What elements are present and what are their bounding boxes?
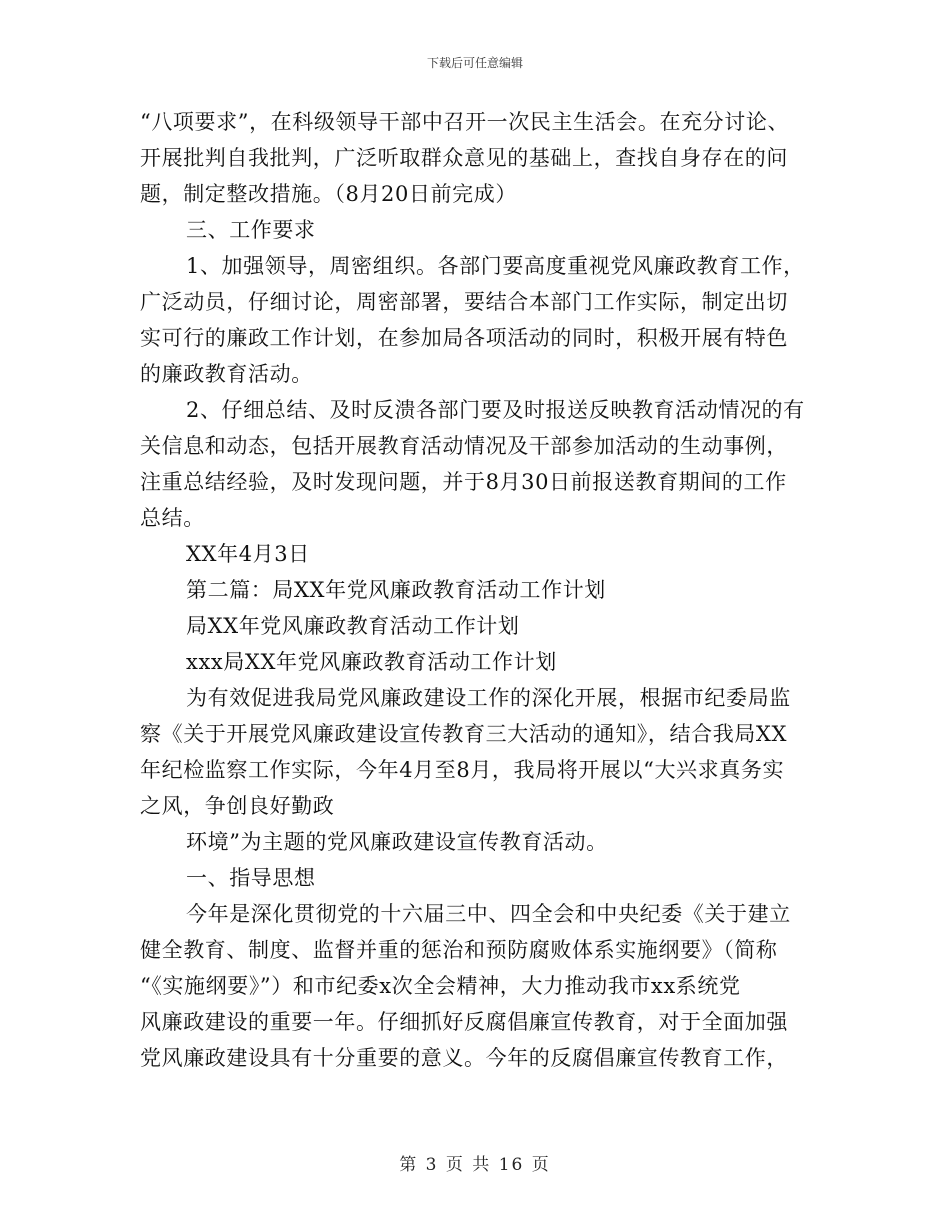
text-line: 广泛动员，仔细讨论，周密部署，要结合本部门工作实际，制定出切 [140,290,788,314]
text-line: xxx局XX年党风廉政教育活动工作计划 [186,650,557,674]
text-line: 实可行的廉政工作计划，在参加局各项活动的同时，积极开展有特色 [140,326,788,350]
text-line: 1、加强领导，周密组织。各部门要高度重视党风廉政教育工作， [186,254,805,278]
text-line: 开展批判自我批判，广泛听取群众意见的基础上，查找自身存在的问 [140,146,788,170]
text-line: 之风，争创良好勤政 [140,794,335,818]
text-line: XX年4月3日 [186,542,310,566]
document-body [140,104,810,1076]
text-line: 为有效促进我局党风廉政建设工作的深化开展，根据市纪委局监 [186,686,791,710]
text-line: 年纪检监察工作实际，今年4月至8月，我局将开展以“大兴求真务实 [140,758,785,782]
text-line: 一、指导思想 [186,866,316,890]
text-line: 局XX年党风廉政教育活动工作计划 [186,614,520,638]
text-line: 的廉政教育活动。 [140,362,313,386]
text-line: 题，制定整改措施。（8月20日前完成） [140,182,517,206]
text-line: 2、仔细总结、及时反溃各部门要及时报送反映教育活动情况的有 [186,398,805,422]
page-header: 下载后可任意编辑 [426,56,523,70]
text-line: 察《关于开展党风廉政建设宣传教育三大活动的通知》，结合我局XX [140,722,787,746]
text-line: 风廉政建设的重要一年。仔细抓好反腐倡廉宣传教育，对于全面加强 [140,1010,788,1034]
text-line: 党风廉政建设具有十分重要的意义。今年的反腐倡廉宣传教育工作， [140,1046,788,1070]
text-line: 总结。 [140,506,205,530]
text-line: 关信息和动态，包括开展教育活动情况及干部参加活动的生动事例， [140,434,788,458]
text-line: “《实施纲要》”）和市纪委x次全会精神，大力推动我市xx系统党 [140,974,741,998]
text-line: 三、工作要求 [186,218,316,242]
text-line: 今年是深化贯彻党的十六届三中、四全会和中央纪委《关于建立 [186,902,791,926]
text-line: 环境”为主题的党风廉政建设宣传教育活动。 [186,830,608,854]
text-line: 第二篇：局XX年党风廉政教育活动工作计划 [186,578,606,602]
text-line: 注重总结经验，及时发现问题，并于8月30日前报送教育期间的工作 [140,470,787,494]
page-footer: 第 3 页 共 16 页 [399,1155,551,1175]
text-line: “八项要求”，在科级领导干部中召开一次民主生活会。在充分讨论、 [140,110,790,134]
text-line: 健全教育、制度、监督并重的惩治和预防腐败体系实施纲要》（简称 [140,938,778,962]
